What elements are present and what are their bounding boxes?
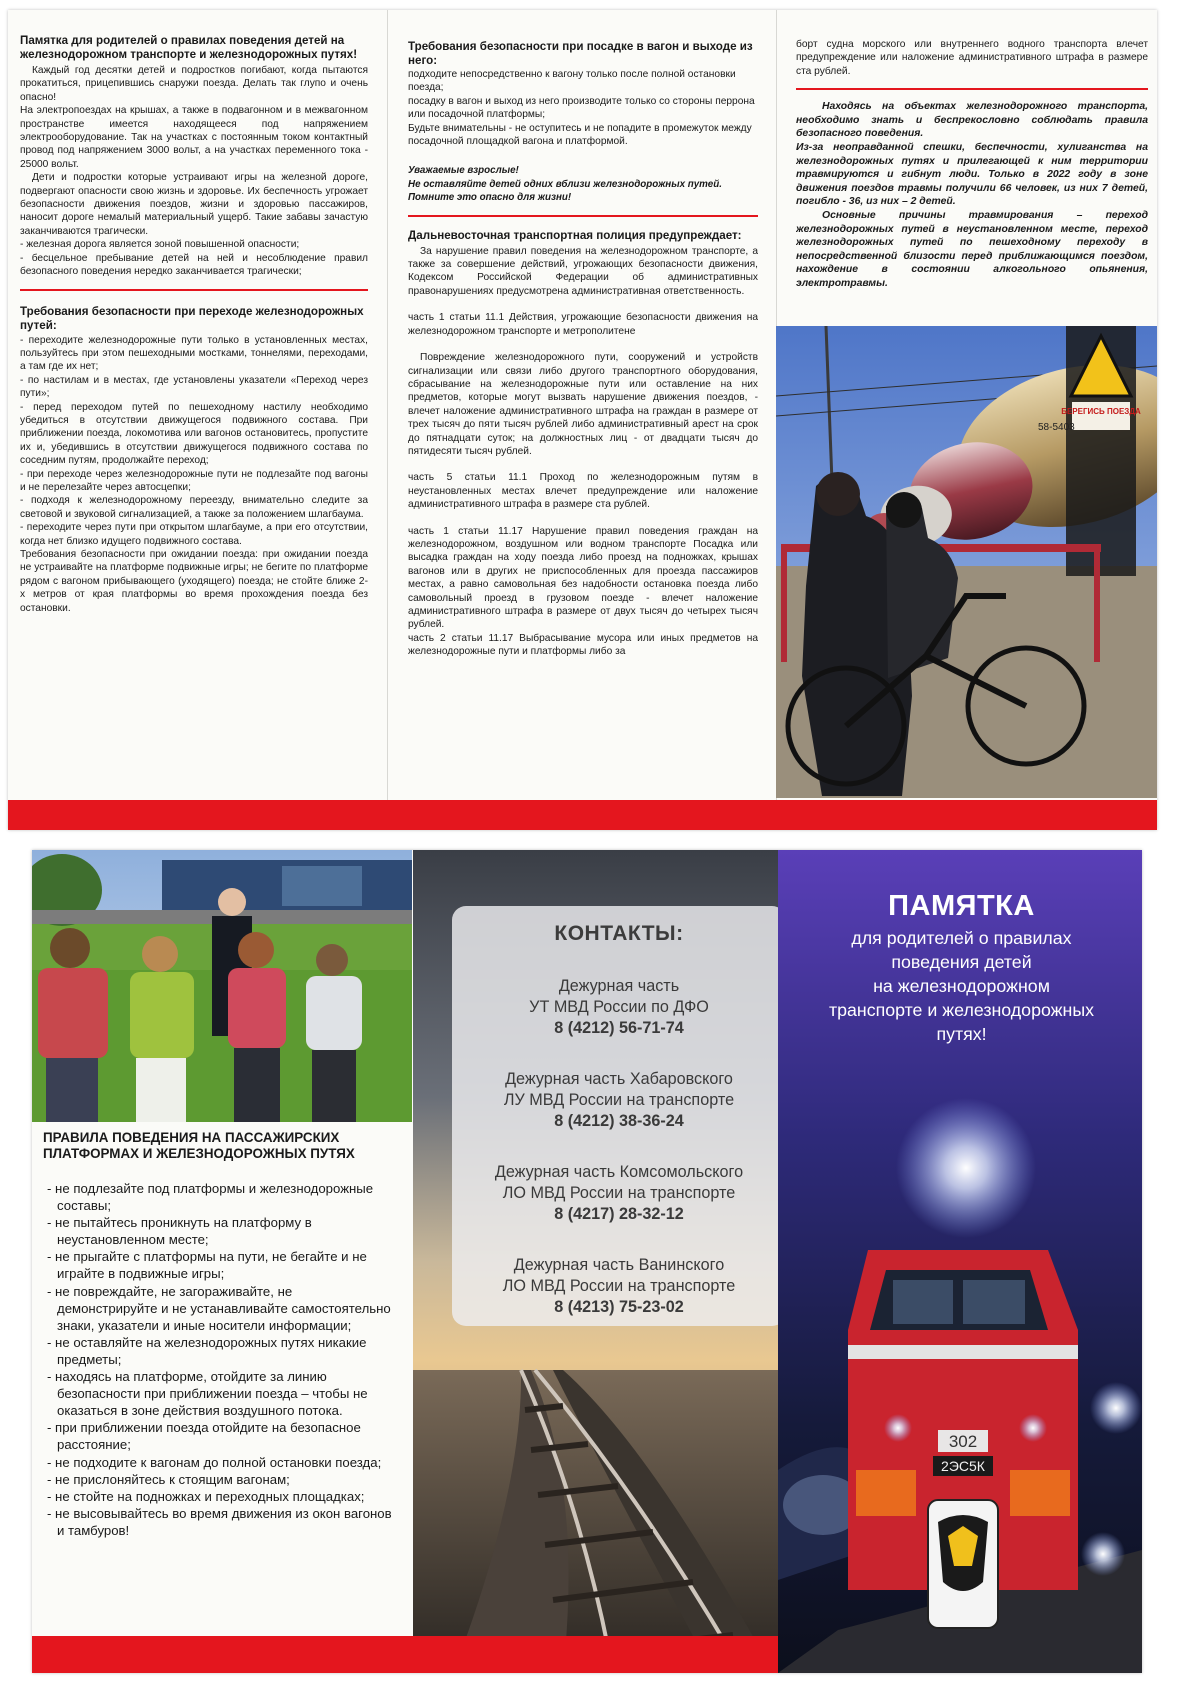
warning-line: Помните это опасно для жизни! [408,192,572,204]
photo-boys-near-train-image [776,326,1157,798]
intro-paragraph: - бесцельное пребывание детей на ней и несоблюдение правил безопасного поведения нередко заканчивается трагически; [20,252,368,278]
panel-cover [778,850,1142,1673]
panel-boarding [408,40,758,659]
police-paragraph: часть 1 статьи 11.1 Действия, угрожающие безопасности движения на железнодорожном транспорте и метрополитене [408,312,758,337]
warning-line: Уважаемые взрослые! [408,165,519,177]
crossing-item: - переходите через пути при открытом шлагбауме, а при его отсутствии, когда нет близко идущего подвижного состава. [20,522,368,547]
rule-item: - не пытайтесь проникнуть на платформу в неустановленном месте; [47,1215,312,1248]
red-footer-bar [413,1636,778,1673]
panel-contacts [413,850,778,1673]
locomotive-number: 302 [948,1432,978,1451]
cover-subtitle-line: транспорте и железнодорожных [828,1000,1095,1020]
contact-phone[interactable]: 8 (4217) 28-32-12 [554,1205,684,1223]
cover-subtitle-line: на железнодорожном [873,976,1050,996]
police-paragraph: часть 5 статьи 11.1 Проход по железнодорожным путям в неустановленных местах влечет предупреждение или наложение административного штрафа в размере ста рублей. [408,472,758,511]
cover-subtitle-line: путях! [936,1024,987,1044]
red-divider [20,289,368,291]
contact-entry [452,1255,778,1318]
boarding-item: Будьте внимательны - не оступитесь и не попадите в промежуток между посадочной площадкой вагона и платформой. [408,122,752,148]
rule-item: - при приближении поезда отойдите на безопасное расстояние; [47,1420,361,1453]
red-divider [408,215,758,217]
crossing-item: Требования безопасности при ожидании поезда: при ожидании поезда не устраивайте на платформе подвижные игры; не бегите по платформе рядом с вагоном прибывающего (уходящего) поезда; не стойте ближе 2-х метров от края платформы во время прохождения поезда без остановки. [20,549,368,614]
beware-train-sign: БЕРЕГИСЬ ПОЕЗДА [1061,407,1141,416]
contact-department: ЛО МВД России на транспорте [502,1184,736,1202]
police-paragraph: Повреждение железнодорожного пути, сооружений и устройств сигнализации или связи либо другого транспортного оборудования, сбрасывание на железнодорожные пути или оставление на них предметов, которые могут вызвать нарушение движения поездов, - влечет наложение административного штрафа на граждан в размере от трех тысяч до пяти тысяч рублей либо административный арест на срок до пятнадцати суток; на должностных лиц - от двадцати тысяч до пятидесяти тысяч рублей. [408,352,758,457]
photo-boys-near-train [776,326,1157,798]
contact-entry [452,1162,778,1225]
rule-item: - находясь на платформе, отойдите за линию безопасности при приближении поезда – чтобы не оказаться в зоне действия воздушного потока. [47,1369,368,1419]
intro-paragraph: Каждый год десятки детей и подростков погибают, когда пытаются прокатиться, прицепившись снаружи поезда. Делать так глупо и очень опасно! [20,65,368,103]
contact-department: УТ МВД России по ДФО [529,998,709,1016]
crossing-item: - при переходе через железнодорожные пути не подлезайте под вагоны и не перелезайте через автосцепки; [20,468,368,493]
rule-item: - не повреждайте, не загораживайте, не демонстрируйте и не устанавливайте самостоятельно знаки, указатели и иные носители информации; [47,1283,391,1333]
tank-number: 58-5403 [1038,422,1075,433]
photo-children-with-officer [32,850,412,1122]
intro-heading: Памятка для родителей о правилах поведения детей на железнодорожном транспорте и железнодорожных путях! [20,34,358,61]
intro-paragraph: На электропоездах на крышах, а также в подвагонном и в межвагонном пространстве имеется находящееся под напряжением электрооборудование. Так на участках с постоянным током контактный провод под напряжением 3000 вольт, а на участках переменного тока - 25000 вольт. [20,105,368,170]
contacts-title: КОНТАКТЫ: [554,922,684,945]
rules-heading: ПРАВИЛА ПОВЕДЕНИЯ НА ПАССАЖИРСКИХ ПЛАТФОРМАХ И ЖЕЛЕЗНОДОРОЖНЫХ ПУТЯХ [43,1130,355,1161]
red-footer-bar [8,800,1157,830]
locomotive-model: 2ЭС5К [941,1458,985,1474]
cover-subtitle [778,926,1142,1046]
crossing-heading: Требования безопасности при переходе железнодорожных путей: [20,304,364,332]
intro-text [20,64,368,279]
cover-subtitle-line: для родителей о правилах [851,928,1072,948]
statistics-text [796,100,1148,290]
rule-item: - не оставляйте на железнодорожных путях никакие предметы; [47,1334,367,1367]
police-text [408,245,758,659]
panel-statistics [796,38,1148,291]
intro-paragraph: - железная дорога является зоной повышенной опасности; [20,239,300,251]
panel-intro [20,34,368,615]
panel-platform-rules [43,1130,393,1539]
crossing-text [20,334,368,616]
intro-paragraph: Дети и подростки которые устраивают игры на железной дороге, подвергают опасности свою жизнь и здоровье. Их беспечность угрожает безопасности движения поездов, жизни и здоровью пассажиров, наносит дороге немалый материальный ущерб. Такие забавы зачастую заканчиваются трагически. [20,172,368,237]
red-divider [796,88,1148,90]
cover-subtitle-line: поведения детей [891,952,1032,972]
rule-item: - не высовывайтесь во время движения из окон вагонов и тамбуров! [47,1505,392,1538]
contact-department: ЛО МВД России на транспорте [502,1277,736,1295]
contact-phone[interactable]: 8 (4212) 38-36-24 [554,1112,684,1130]
brochure-inside-sheet [8,10,1157,830]
photo-children-with-officer-image [32,850,412,1122]
boarding-item: подходите непосредственно к вагону только после полной остановки поезда; [408,69,736,94]
contact-entry [452,976,778,1039]
continuation-text: борт судна морского или внутреннего водного транспорта влечет предупреждение или наложение административного штрафа в размере ста рублей. [796,39,1148,77]
crossing-item: - перед переходом путей по пешеходному настилу необходимо убедиться в отсутствии движущегося подвижного состава. При приближении поезда, локомотива или вагонов остановитесь, пропустите их и, убедившись в отсутствии движущегося подвижного состава по соседним путям, продолжайте переход; [20,401,368,467]
contact-office: Дежурная часть Комсомольского [494,1163,744,1181]
cover-title: ПАМЯТКА [888,890,1035,922]
rule-item: - не подходите к вагонам до полной остановки поезда; [47,1454,382,1470]
statistics-paragraph: Находясь на объектах железнодорожного транспорта, необходимо знать и беспрекословно соблюдать правила безопасного поведения. [796,101,1148,140]
rule-item: - не прыгайте с платформы на пути, не бегайте и не играйте в подвижные игры; [47,1249,367,1282]
red-footer-bar [32,1636,413,1673]
crossing-item: - по настилам и в местах, где установлены указатели «Переход через пути»; [20,374,368,400]
contacts-card [452,906,778,1326]
warning-note [408,164,758,204]
boarding-item: посадку в вагон и выход из него производите только со стороны перрона или посадочной платформы; [408,95,755,121]
statistics-paragraph: Из-за неоправданной спешки, беспечности, хулиганства на железнодорожных путях и прилегающей к ним территории травмируются и гибнут люди. Только в 2022 году в зоне движения поездов травмы получили 66 человек, из них 7 детей, погибло - 36, из них – 2 детей. [796,142,1148,208]
boarding-heading: Требования безопасности при посадке в вагон и выходе из него: [408,40,753,67]
warning-line: Не оставляйте детей одних вблизи железнодорожных путей. [408,178,722,190]
contact-phone[interactable]: 8 (4213) 75-23-02 [554,1298,684,1316]
crossing-item: - подходя к железнодорожному переезду, внимательно следите за световой и звуковой сигнализацией, а также за положением шлагбаума. [20,495,368,520]
police-paragraph: часть 2 статьи 11.17 Выбрасывание мусора или иных предметов на железнодорожные пути и платформы либо за [408,632,758,658]
crossing-item: - переходите железнодорожные пути только в установленных местах, пользуйтесь при этом пешеходными мостками, тоннелями, переходами, а там где их нет; [20,334,368,373]
contact-office: Дежурная часть Ванинского [513,1256,725,1274]
police-heading: Дальневосточная транспортная полиция предупреждает: [408,228,742,242]
fold-line [387,10,388,830]
contact-department: ЛУ МВД России на транспорте [503,1091,735,1109]
contact-office: Дежурная часть [558,977,680,995]
rules-list [43,1180,393,1539]
statistics-paragraph: Основные причины травмирования – переход железнодорожных путей в неустановленном месте, переход железнодорожных путей по пешеходному переходу в непосредственной близости перед приближающимся поездом, нахождение в состоянии алкогольного опьянения, электротравмы. [796,209,1148,289]
rule-item: - не стойте на подножках и переходных площадках; [47,1488,365,1504]
police-paragraph: За нарушение правил поведения на железнодорожном транспорте, а также за совершение действий, угрожающих безопасности движения, Кодексом Российской Федерации об административных правонарушениях предусмотрена административная ответственность. [408,245,758,297]
contact-entry [452,1069,778,1132]
contact-phone[interactable]: 8 (4212) 56-71-74 [554,1019,684,1037]
contact-office: Дежурная часть Хабаровского [505,1070,733,1088]
rule-item: - не подлезайте под платформы и железнодорожные составы; [47,1181,374,1214]
boarding-text [408,68,758,148]
brochure-outside-sheet [32,850,1142,1673]
police-paragraph: часть 1 статьи 11.17 Нарушение правил поведения граждан на железнодорожном, воздушном или водном транспорте Посадка или высадка граждан на ходу поезда либо проезд на подножках, крышах вагонов или в других не приспособленных для проезда пассажиров местах, а равно самовольная без надобности остановка поезда либо самовольный проезд в грузовом поезде - влечет наложение административного штрафа в размере от двух тысяч до четырех тысяч рублей. [408,525,758,631]
rule-item: - не прислоняйтесь к стоящим вагонам; [47,1471,290,1487]
